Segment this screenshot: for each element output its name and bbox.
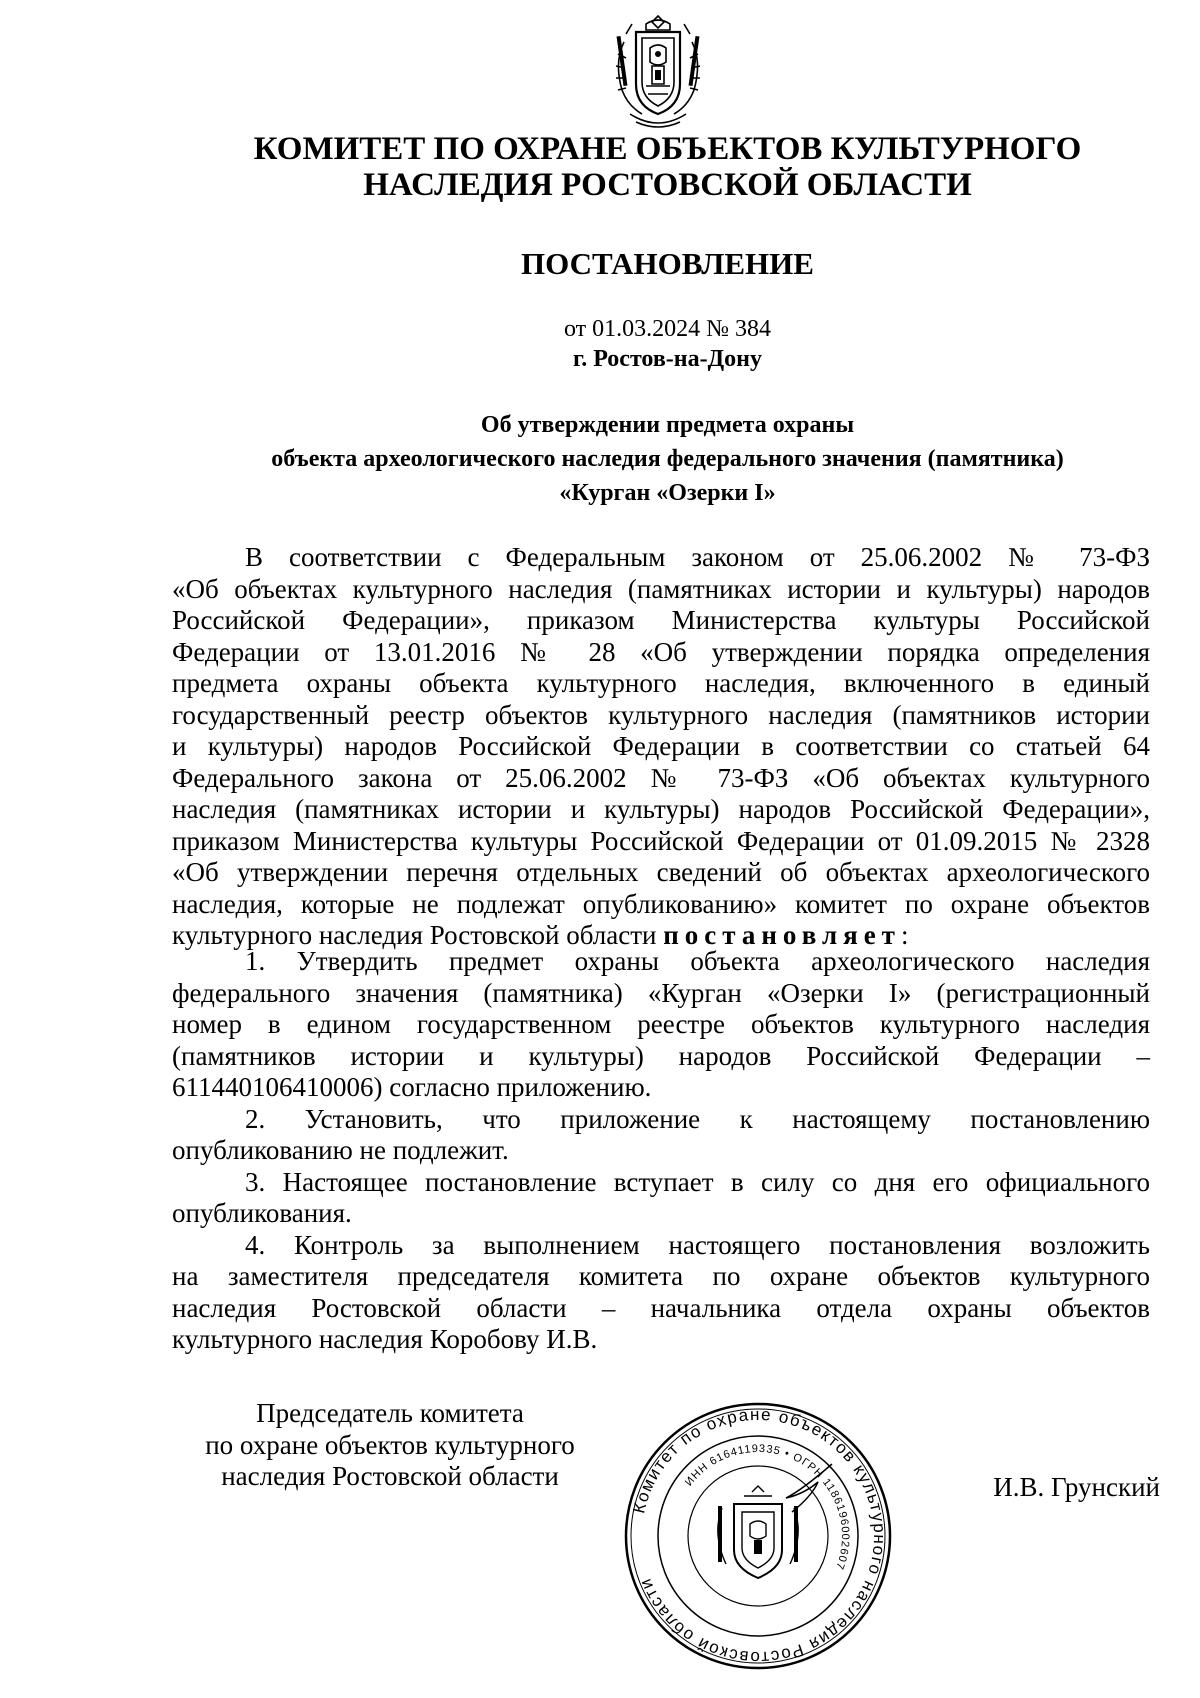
item-last-line: опубликования. (172, 1198, 352, 1228)
item-line: номер в едином государственном реестре объектов культурного наследия (172, 1009, 1150, 1039)
document-type: ПОСТАНОВЛЕНИЕ (521, 246, 814, 281)
preamble-line: В соответствии с Федеральным законом от 25.06.2002 № 73-ФЗ (245, 542, 1150, 572)
preamble-line: Федерального закона от 25.06.2002 № 73-ФЗ «Об объектах культурного (172, 762, 1150, 793)
item-line: 4. Контроль за выполнением настоящего постановления возложить (245, 1229, 1150, 1260)
preamble-line: Российской Федерации», приказом Министерства культуры Российской (172, 605, 1150, 635)
document-title-line1: Об утверждении предмета охраны (480, 412, 855, 438)
coat-of-arms-emblem (606, 14, 710, 132)
preamble-line: Федерации от 13.01.2016 № 28 «Об утверждении порядка определения (172, 636, 1150, 667)
preamble-line: «Об объектах культурного наследия (памятниках истории и культуры) народов (172, 573, 1150, 604)
preamble-paragraph (172, 542, 1150, 952)
item-line: (памятников истории и культуры) народов Российской Федерации – (172, 1040, 1150, 1071)
decree-item-1 (172, 946, 1150, 1104)
signer-name: И.В. Грунский (993, 1472, 1160, 1502)
decree-item-4 (172, 1230, 1150, 1356)
official-seal (622, 1400, 894, 1672)
decree-word: постановляет (663, 920, 901, 950)
signer-position (180, 1398, 600, 1493)
preamble-last-text: культурного наследия Ростовской области (172, 920, 664, 950)
item-last-line: 611440106410006) согласно приложению. (172, 1072, 652, 1102)
committee-name-line2: НАСЛЕДИЯ РОСТОВСКОЙ ОБЛАСТИ (363, 167, 972, 203)
item-line: 3. Настоящее постановление вступает в силу со дня его официального (245, 1166, 1150, 1197)
city: г. Ростов-на-Дону (573, 346, 762, 372)
item-last-line: культурного наследия Коробову И.В. (172, 1324, 598, 1354)
seal-inner-text: ИНН 6164119335 • ОГРН 1186196002607 (682, 1442, 852, 1572)
decree-item-2 (172, 1104, 1150, 1167)
decree-items (172, 946, 1150, 1356)
date-number: от 01.03.2024 № 384 (563, 316, 772, 342)
preamble-line: наследия, которые не подлежат опубликованию» комитет по охране объектов (172, 888, 1150, 919)
preamble-last-suffix: : (900, 920, 909, 950)
item-last-line: опубликованию не подлежит. (172, 1135, 509, 1165)
preamble-line: и культуры) народов Российской Федерации в соответствии со статьей 64 (172, 731, 1150, 761)
preamble-line: приказом Министерства культуры Российской Федерации от 01.09.2015 № 2328 (172, 825, 1150, 856)
item-line: наследия Ростовской области – начальника отдела охраны объектов (172, 1292, 1150, 1323)
item-line: 1. Утвердить предмет охраны объекта археологического наследия (245, 946, 1150, 976)
signer-position-line1: Председатель комитета (256, 1398, 524, 1428)
preamble-line: государственный реестр объектов культурного наследия (памятников истории (172, 699, 1150, 730)
document-title-line2: объекта археологического наследия федерального значения (памятника) (271, 446, 1064, 472)
signer-position-line3: наследия Ростовской области (221, 1461, 559, 1491)
preamble-line: предмета охраны объекта культурного наследия, включенного в единый (172, 668, 1150, 698)
item-line: на заместителя председателя комитета по охране объектов культурного (172, 1261, 1150, 1291)
signer-position-line2: по охране объектов культурного (205, 1429, 575, 1460)
item-line: 2. Установить, что приложение к настоящему постановлению (245, 1103, 1150, 1134)
preamble-line: наследия (памятниках истории и культуры) народов Российской Федерации», (172, 794, 1150, 824)
preamble-line: «Об утверждении перечня отдельных сведений об объектах археологического (172, 857, 1150, 887)
committee-name-line1: КОМИТЕТ ПО ОХРАНЕ ОБЪЕКТОВ КУЛЬТУРНОГО (253, 131, 1082, 167)
document-title-line3: «Курган «Озерки I» (559, 480, 776, 506)
seal-outer-text: Комитет по охране объектов культурного наследия Ростовской области (629, 1404, 890, 1668)
seal-emblem-icon (718, 1486, 798, 1578)
decree-item-3 (172, 1167, 1150, 1230)
item-line: федерального значения (памятника) «Курган «Озерки I» (регистрационный (172, 977, 1150, 1008)
